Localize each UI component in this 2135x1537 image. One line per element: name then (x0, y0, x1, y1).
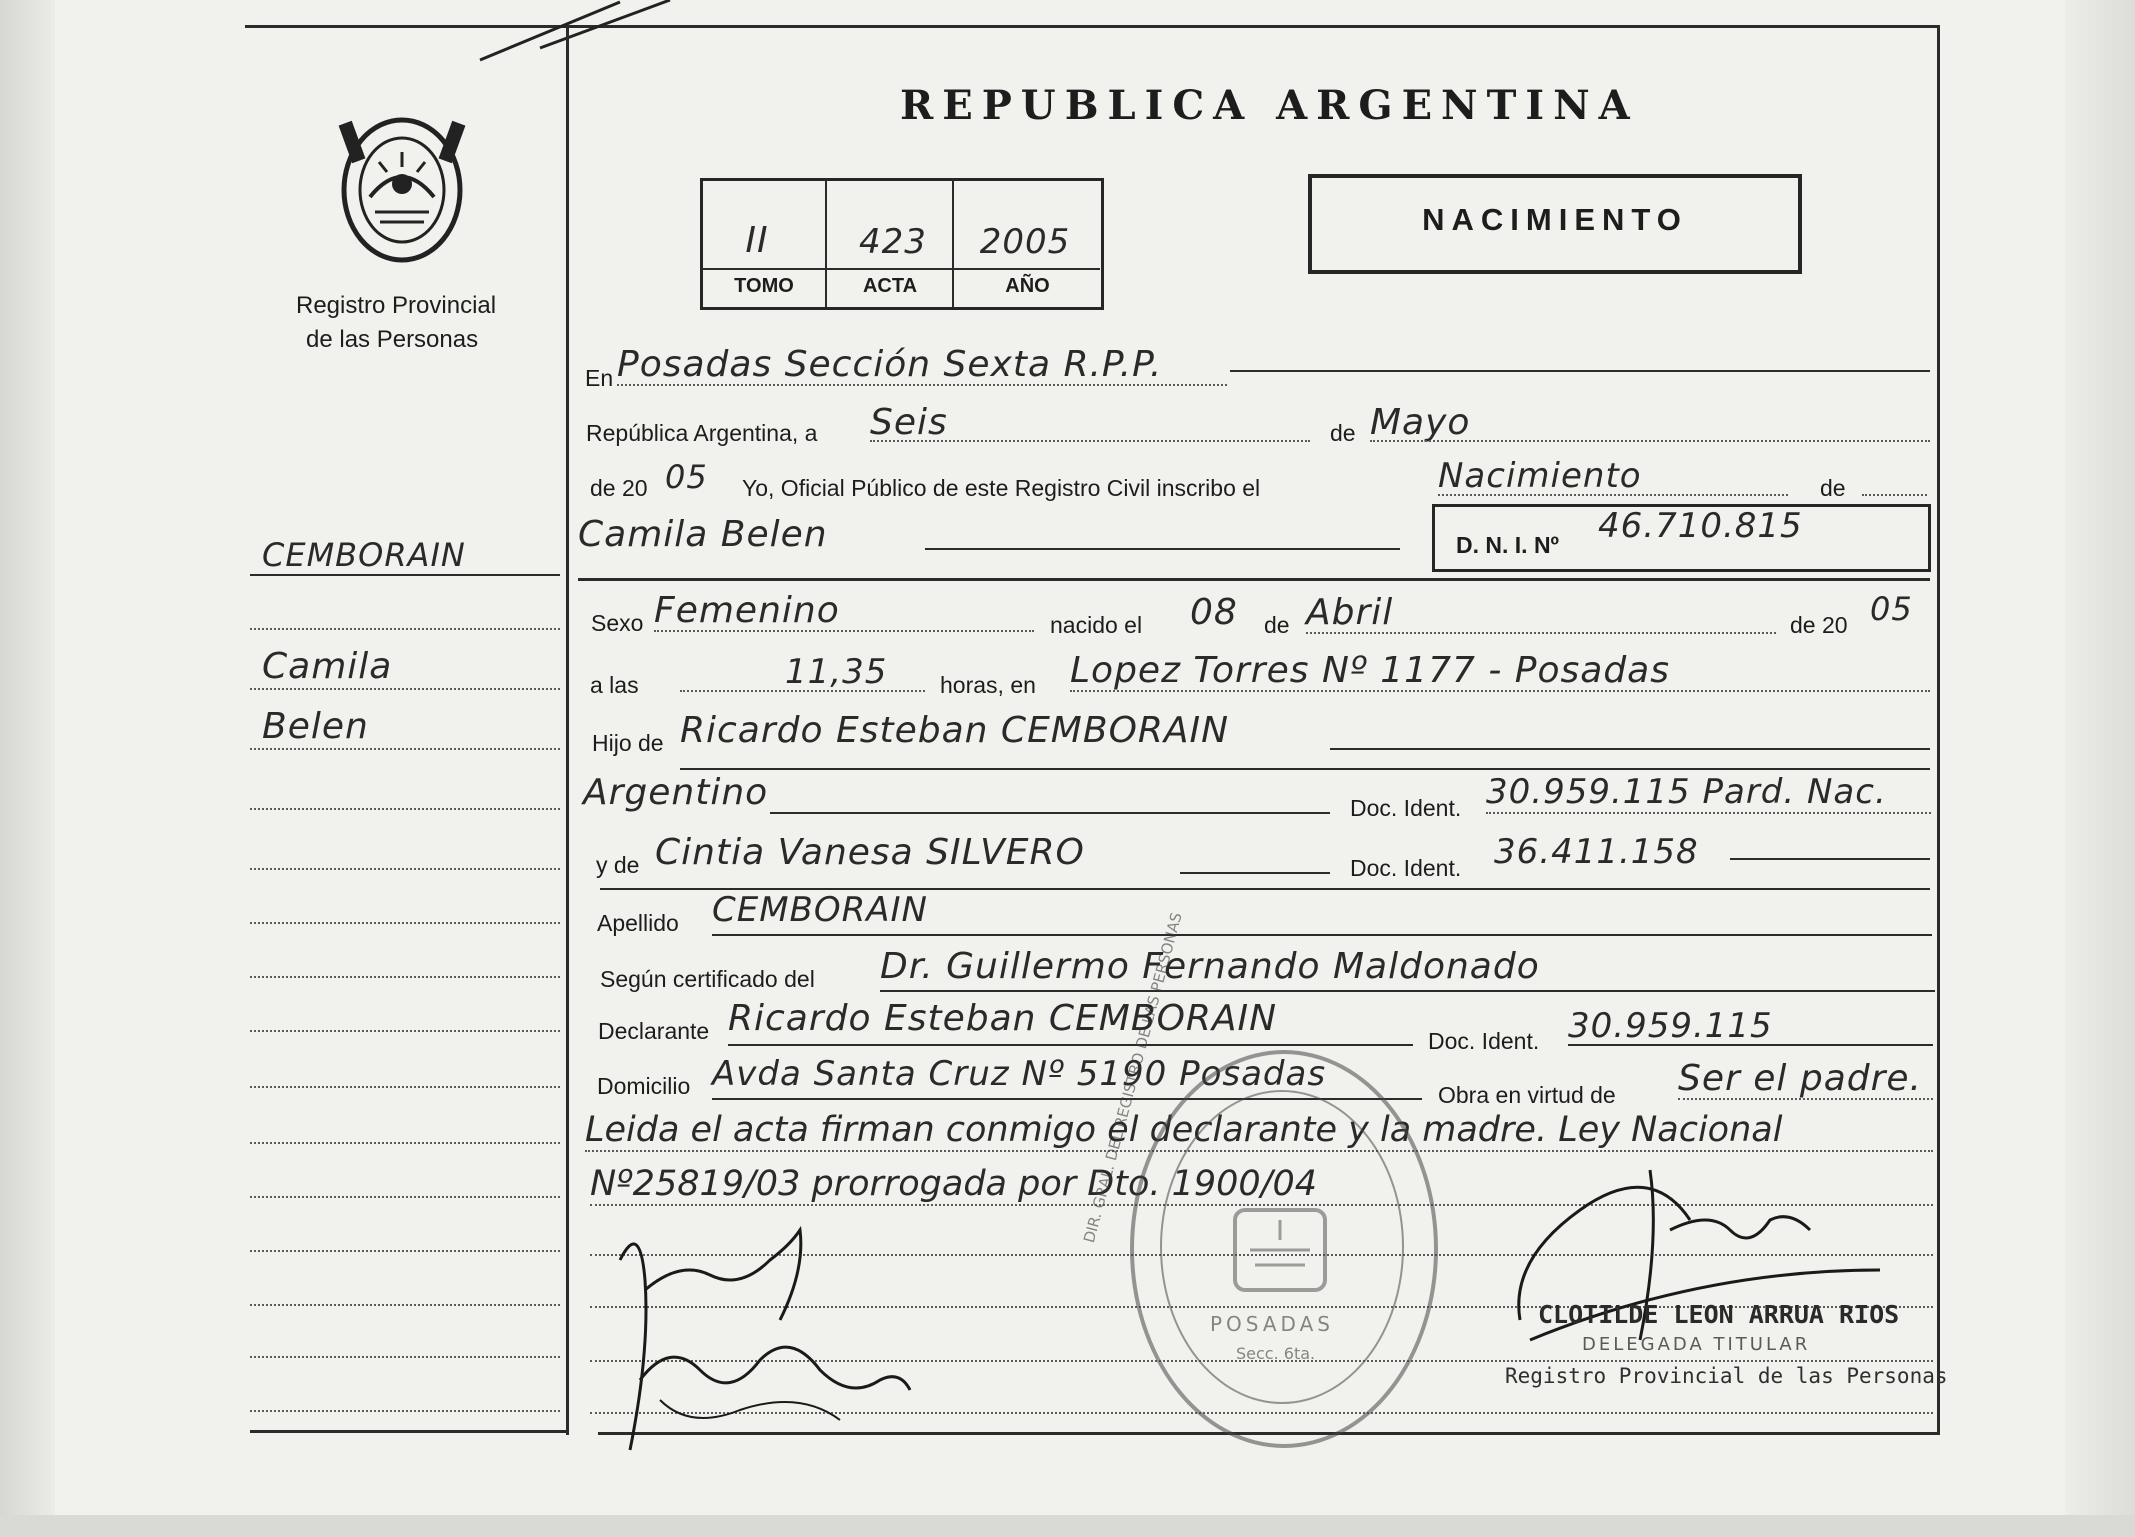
margin-line (250, 976, 560, 978)
horas-label: horas, en (940, 672, 1036, 698)
margin-surname: CEMBORAIN (262, 536, 466, 574)
margin-line (250, 748, 560, 750)
country-title: REPUBLICA ARGENTINA (900, 82, 1639, 129)
province-seal-icon (335, 112, 470, 267)
margin-given1: Camila (262, 646, 393, 687)
alas-label: a las (590, 672, 639, 698)
registry-caption-rule (702, 268, 1100, 270)
padre-doc: 30.959.115 Pard. Nac. (1486, 772, 1887, 812)
nombre-value: Camila Belen (578, 514, 828, 555)
stamp-section: Secc. 6ta. (1236, 1344, 1316, 1363)
margin-line (250, 1356, 560, 1358)
right-border-line (1937, 25, 1940, 1435)
nacido-anio: 05 (1870, 590, 1913, 628)
doc-ident-label-2: Doc. Ident. (1350, 855, 1462, 881)
field-line (1370, 440, 1930, 442)
declarante-value: Ricardo Esteban CEMBORAIN (728, 998, 1278, 1039)
field-rule (1730, 858, 1930, 860)
hijo-label: Hijo de (592, 730, 664, 756)
mes-value: Mayo (1370, 402, 1471, 443)
segun-label: Según certificado del (600, 966, 815, 992)
inscribo-value: Nacimiento (1438, 456, 1642, 496)
dia-value: Seis (870, 402, 948, 443)
official-name: CLOTILDE LEON ARRUA RIOS (1538, 1300, 1900, 1329)
stamp-city: POSADAS (1210, 1312, 1334, 1336)
nacido-label: nacido el (1050, 612, 1143, 638)
madre-value: Cintia Vanesa SILVERO (655, 832, 1085, 873)
margin-line (250, 1030, 560, 1032)
margin-line (250, 1250, 560, 1252)
margin-line (250, 922, 560, 924)
declarante-label: Declarante (598, 1018, 710, 1044)
section-rule (578, 578, 1930, 581)
tomo-label: TOMO (734, 275, 794, 297)
field-line (1486, 812, 1931, 814)
doc-ident-label-3: Doc. Ident. (1428, 1028, 1540, 1054)
margin-line (250, 868, 560, 870)
segun-value: Dr. Guillermo Fernando Maldonado (880, 946, 1540, 987)
republica-label: República Argentina, a (586, 420, 818, 446)
margin-line (250, 688, 560, 690)
de-label: de (1330, 420, 1356, 446)
anio-value: 05 (665, 458, 708, 496)
field-rule (680, 768, 1930, 770)
page-edge-bottom (0, 1515, 2135, 1537)
page-edge-right (2065, 0, 2135, 1537)
acta-label: ACTA (862, 275, 918, 297)
field-line (617, 384, 1227, 386)
de-label2: de (1820, 475, 1846, 501)
margin-bottom-rule (250, 1430, 568, 1433)
field-rule (1180, 872, 1330, 874)
lugar-value: Lopez Torres Nº 1177 - Posadas (1070, 650, 1670, 691)
stamp-ring-text: DIR. GRAL. DEL REGISTRO DE LAS PERSONAS (1080, 910, 1186, 1245)
de20-label2: de 20 (1790, 612, 1848, 638)
agency-line1: Registro Provincial (296, 292, 497, 319)
stamp-crest-icon (1225, 1200, 1335, 1300)
margin-line (250, 1410, 560, 1412)
acta-value: 423 (859, 222, 927, 262)
field-line (654, 630, 1034, 632)
field-rule (712, 934, 1932, 936)
declarante-doc: 30.959.115 (1568, 1006, 1773, 1046)
margin-line (250, 1196, 560, 1198)
registry-divider (825, 178, 827, 307)
field-rule (880, 990, 1935, 992)
field-rule (770, 812, 1330, 814)
en-label: En (585, 365, 614, 391)
apellido-label: Apellido (597, 910, 679, 936)
registry-divider (952, 178, 954, 307)
field-line (1306, 632, 1776, 634)
field-rule (925, 548, 1400, 550)
margin-line (250, 628, 560, 630)
obra-value: Ser el padre. (1678, 1058, 1922, 1099)
ano-value: 2005 (979, 222, 1071, 262)
field-rule (1568, 1044, 1933, 1046)
dni-value: 46.710.815 (1598, 506, 1803, 546)
tomo-value: II (745, 220, 769, 261)
nacido-mes: Abril (1306, 592, 1394, 633)
yde-label: y de (596, 852, 640, 878)
nacido-dia: 08 (1190, 592, 1238, 633)
margin-line (250, 1086, 560, 1088)
field-rule (728, 1044, 1413, 1046)
madre-doc: 36.411.158 (1494, 832, 1699, 872)
nota-line2: Nº25819/03 prorrogada por Dto. 1900/04 (590, 1164, 1318, 1204)
field-line (1862, 494, 1927, 496)
apellido-value: CEMBORAIN (712, 890, 928, 930)
sexo-label: Sexo (591, 610, 644, 636)
obra-label: Obra en virtud de (1438, 1082, 1616, 1108)
nota-line1: Leida el acta firman conmigo el declarante y la madre. Ley Nacional (585, 1110, 1783, 1150)
field-line (870, 440, 1310, 442)
yo-label: Yo, Oficial Público de este Registro Civil inscribo el (742, 475, 1261, 501)
margin-line (250, 1304, 560, 1306)
doc-ident-label: Doc. Ident. (1350, 795, 1462, 821)
field-line (1678, 1098, 1933, 1100)
de-label3: de (1264, 612, 1290, 638)
field-line (1070, 690, 1930, 692)
margin-given2: Belen (262, 706, 369, 747)
official-title: DELEGADA TITULAR (1582, 1334, 1811, 1355)
dni-label: D. N. I. Nº (1456, 532, 1559, 558)
padre-value: Ricardo Esteban CEMBORAIN (680, 710, 1230, 751)
field-rule (1230, 370, 1930, 372)
record-type: NACIMIENTO (1422, 202, 1688, 237)
agency-line2: de las Personas (306, 326, 479, 353)
de20-label: de 20 (590, 475, 648, 501)
en-value: Posadas Sección Sexta R.P.P. (617, 344, 1163, 385)
margin-line (250, 808, 560, 810)
margin-line (250, 1142, 560, 1144)
sexo-value: Femenino (654, 590, 840, 631)
ano-label: AÑO (1005, 275, 1050, 297)
declarant-signature-icon (600, 1200, 920, 1460)
domicilio-label: Domicilio (597, 1073, 691, 1099)
field-line (1438, 494, 1788, 496)
official-agency: Registro Provincial de las Personas (1505, 1364, 1948, 1388)
field-rule (1330, 748, 1930, 750)
hora-value: 11,35 (785, 652, 888, 692)
book-spine-shadow (0, 0, 55, 1537)
diagonal-strike-mark (470, 0, 690, 70)
margin-rule (250, 574, 560, 576)
padre-nacionalidad: Argentino (583, 772, 769, 813)
domicilio-value: Avda Santa Cruz Nº 5190 Posadas (712, 1054, 1327, 1094)
column-divider (566, 25, 569, 1435)
